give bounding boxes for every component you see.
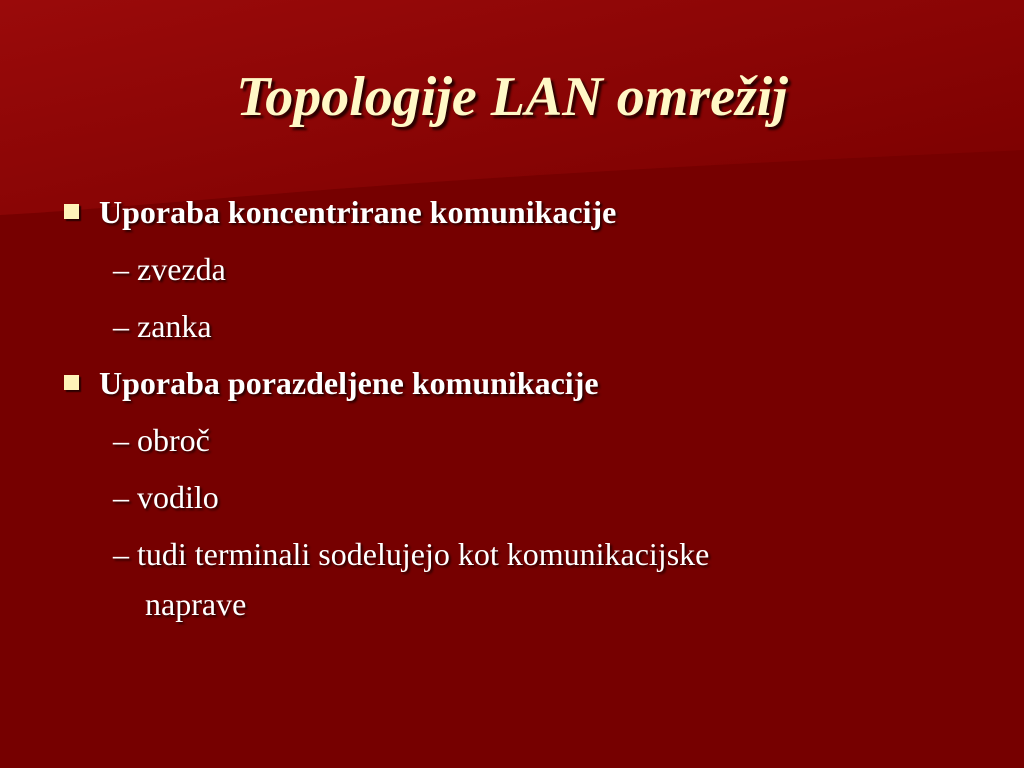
dash-bullet: – (113, 251, 129, 287)
sub-bullet-continuation: naprave (145, 586, 247, 622)
sub-bullet-item (113, 249, 226, 289)
slide-title: Topologije LAN omrežij (236, 66, 788, 128)
sub-bullet-text: zanka (137, 308, 212, 344)
dash-bullet: – (113, 536, 129, 572)
sub-bullet-item (113, 306, 212, 346)
sub-bullet-text: obroč (137, 422, 210, 458)
sub-bullet-text: vodilo (137, 479, 219, 515)
bullet-item (64, 363, 599, 403)
dash-bullet: – (113, 422, 129, 458)
dash-bullet: – (113, 308, 129, 344)
sub-bullet-item (113, 477, 219, 517)
square-bullet-icon (64, 375, 79, 390)
bullet-item (64, 192, 616, 232)
bullet-text: Uporaba porazdeljene komunikacije (99, 365, 599, 401)
sub-bullet-item (113, 420, 210, 460)
sub-bullet-item (113, 534, 709, 574)
sub-bullet-text: tudi terminali sodelujejo kot komunikacijske (137, 536, 710, 572)
dash-bullet: – (113, 479, 129, 515)
bullet-text: Uporaba koncentrirane komunikacije (99, 194, 617, 230)
square-bullet-icon (64, 204, 79, 219)
sub-bullet-text: zvezda (137, 251, 226, 287)
